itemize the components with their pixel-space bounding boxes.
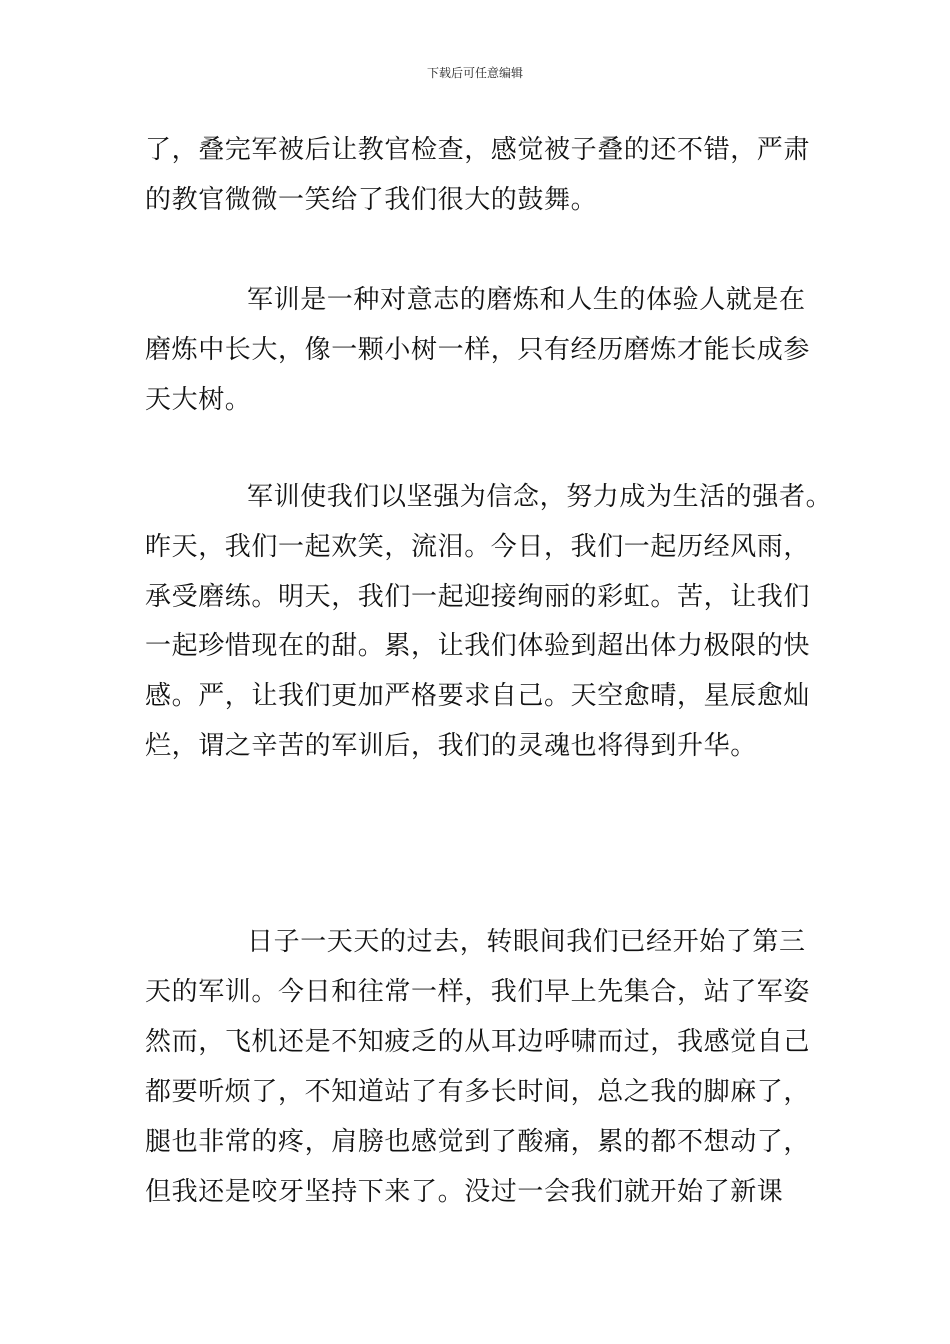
paragraph-line: 军训是一种对意志的磨炼和人生的体验人就是在 [247,285,806,315]
page-header: 下载后可任意编辑 [426,66,523,80]
paragraph-line: 都要听烦了，不知道站了有多长时间，总之我的脚麻了， [145,1077,811,1107]
paragraph-line: 了，叠完军被后让教官检查，感觉被子叠的还不错，严肃 [145,135,811,165]
paragraph-line: 磨炼中长大，像一颗小树一样，只有经历磨炼才能长成参 [145,335,811,365]
paragraph-line: 军训使我们以坚强为信念，努力成为生活的强者。 [247,482,833,512]
paragraph-line: 然而，飞机还是不知疲乏的从耳边呼啸而过，我感觉自己 [145,1027,811,1057]
paragraph-line: 烂，谓之辛苦的军训后，我们的灵魂也将得到升华。 [145,731,757,761]
paragraph-line: 天大树。 [145,385,252,415]
paragraph-line: 昨天，我们一起欢笑，流泪。今日，我们一起历经风雨， [145,532,811,562]
paragraph-line: 一起珍惜现在的甜。累，让我们体验到超出体力极限的快 [145,631,811,661]
paragraph-line: 的教官微微一笑给了我们很大的鼓舞。 [145,185,598,215]
paragraph-line: 承受磨练。明天，我们一起迎接绚丽的彩虹。苦，让我们 [145,582,811,612]
paragraph-line: 但我还是咬牙坚持下来了。没过一会我们就开始了新课 [145,1177,784,1207]
paragraph-line: 天的军训。今日和往常一样，我们早上先集合，站了军姿 [145,977,811,1007]
paragraph-line: 感。严，让我们更加严格要求自己。天空愈晴，星辰愈灿 [145,681,811,711]
paragraph-line: 腿也非常的疼，肩膀也感觉到了酸痛，累的都不想动了， [145,1127,811,1157]
paragraph-line: 日子一天天的过去，转眼间我们已经开始了第三 [247,927,806,957]
